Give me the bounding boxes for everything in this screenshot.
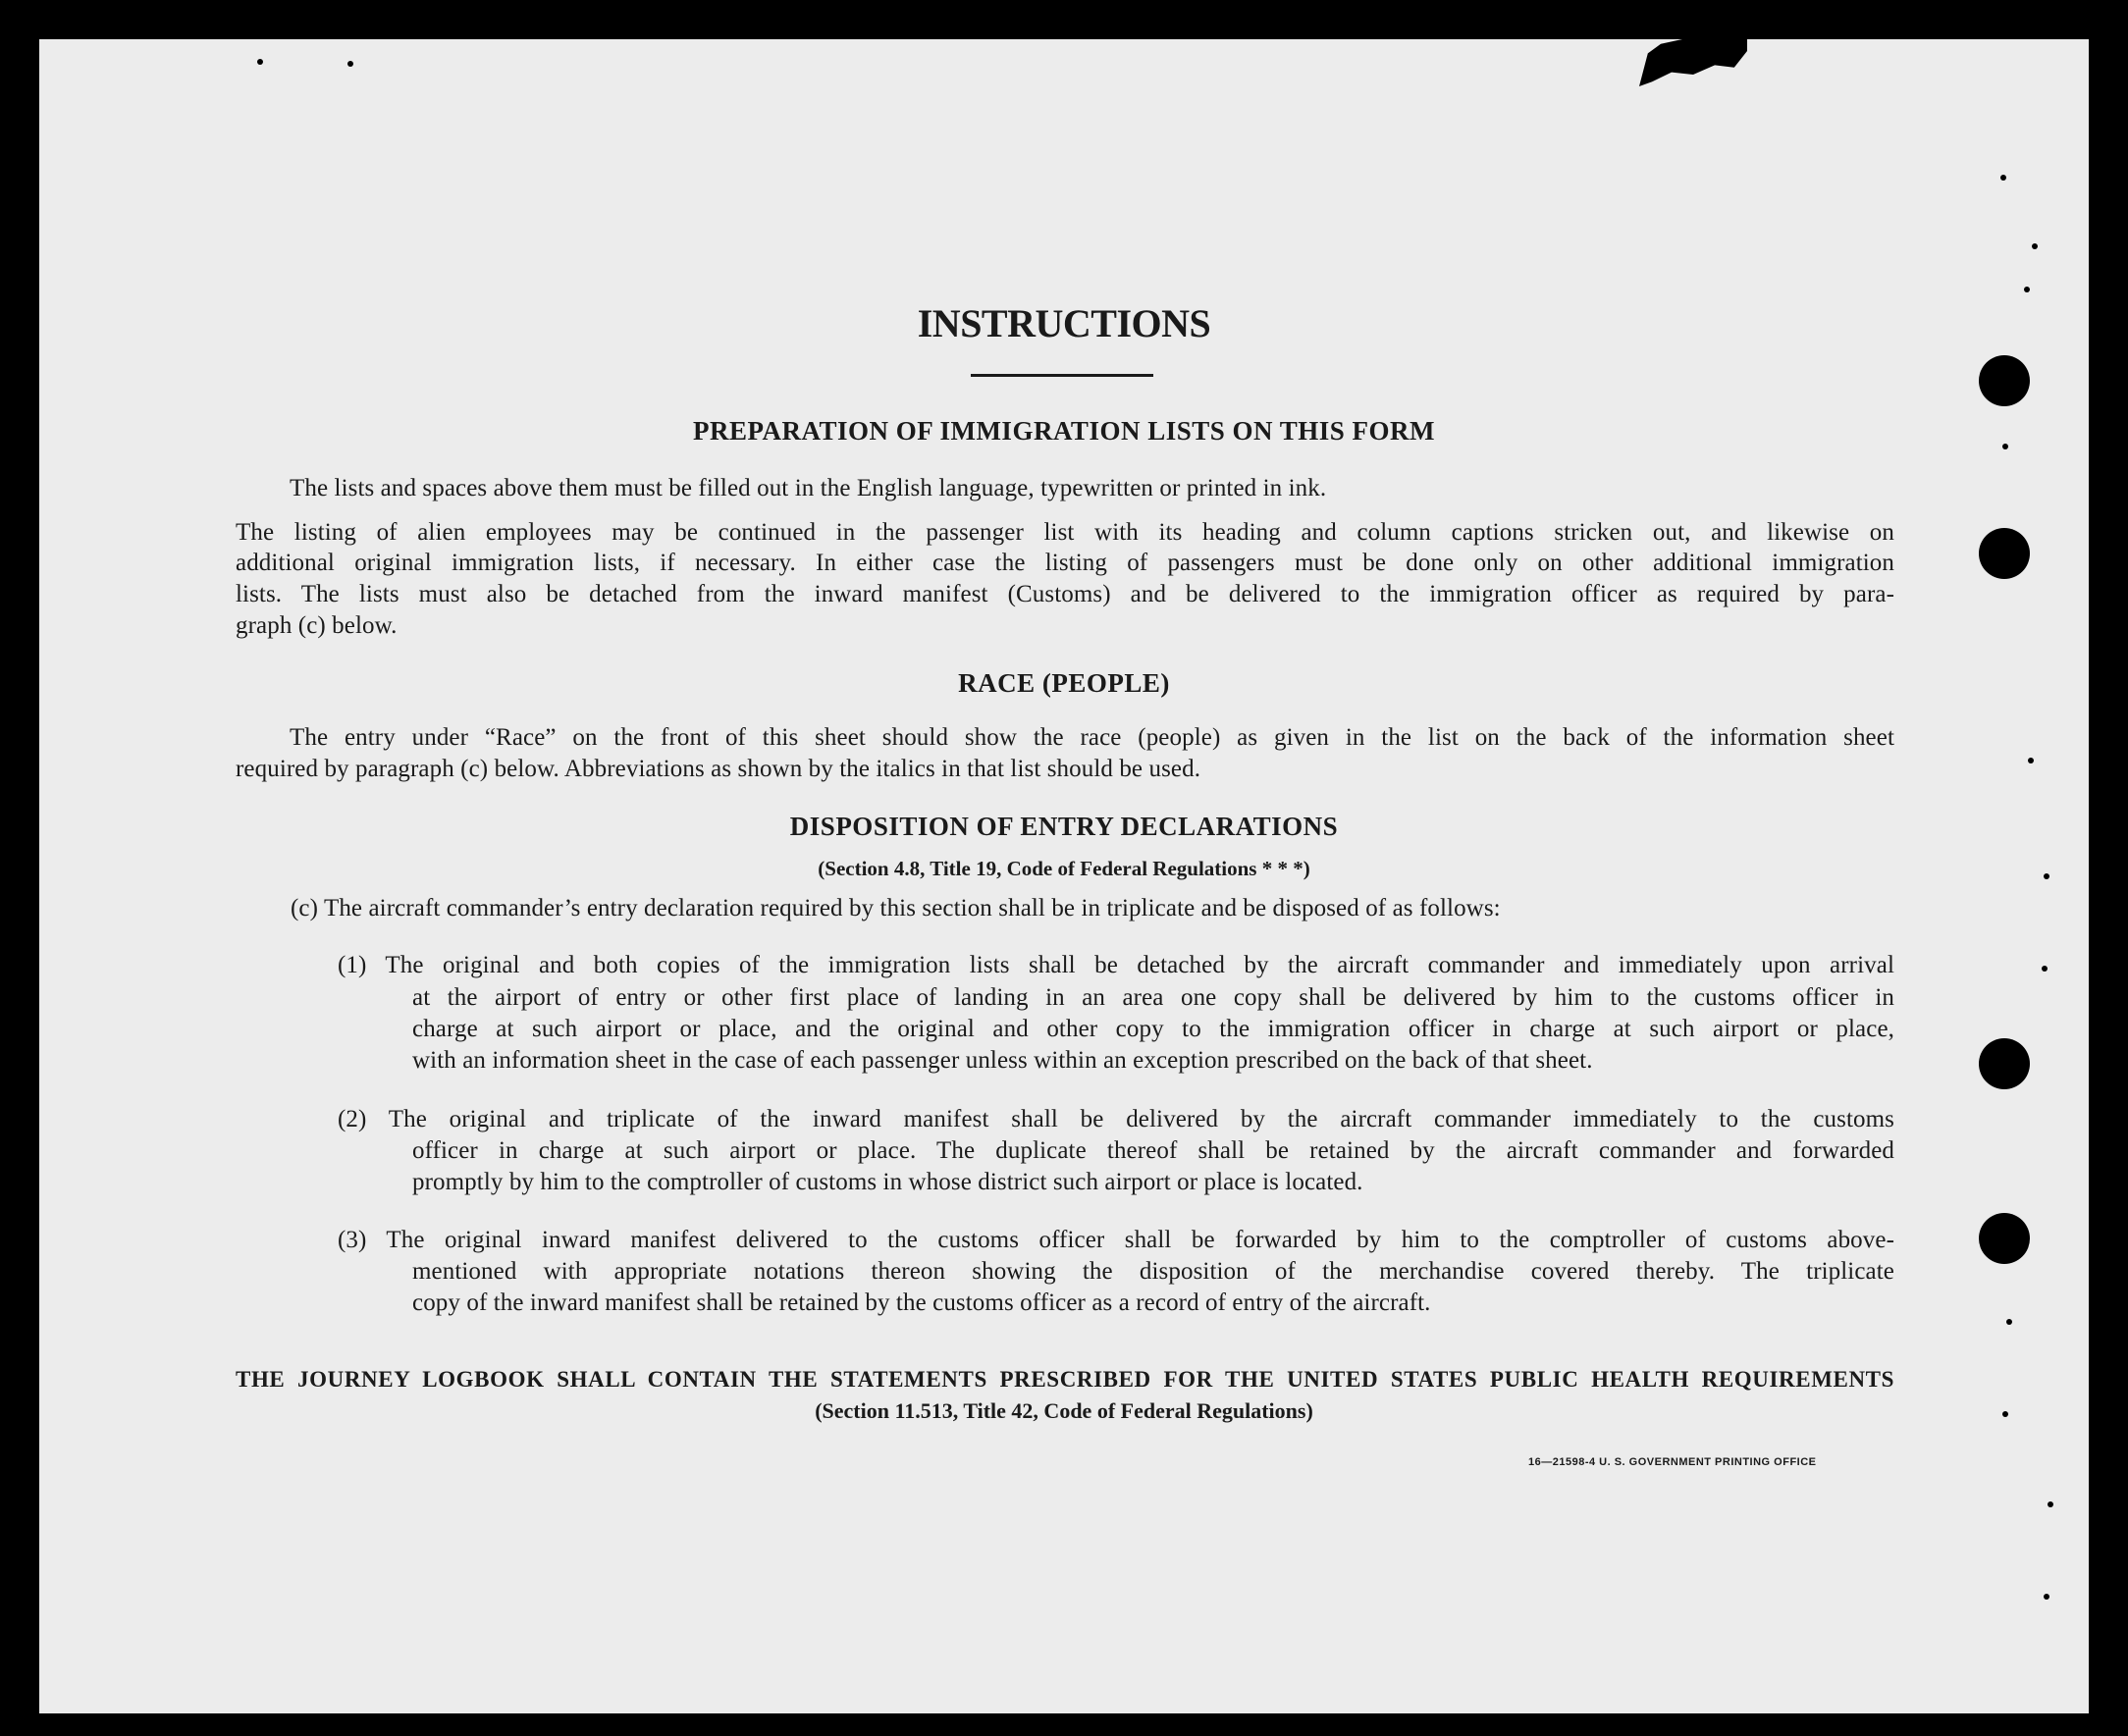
item2-line-2: officer in charge at such airport or place. The duplicate thereof shall be retained by the aircraft commander and forwarded — [412, 1137, 1894, 1164]
speck — [2028, 758, 2034, 763]
speck — [2042, 966, 2048, 972]
item3-line-3: copy of the inward manifest shall be retained by the customs officer as a record of entry of the aircraft. — [412, 1289, 1431, 1316]
item1-line-4: with an information sheet in the case of each passenger unless within an exception prescribed on the back of that sheet. — [412, 1047, 1593, 1074]
speck — [2048, 1501, 2053, 1507]
speck — [257, 59, 263, 65]
item3-line-2: mentioned with appropriate notations thereon showing the disposition of the merchandise covered thereby. The triplicate — [412, 1258, 1894, 1285]
item3-line-1: (3) The original inward manifest delivered to the customs officer shall be forwarded by him to the comptroller of customs above- — [338, 1227, 1894, 1253]
prep-line-5: graph (c) below. — [236, 612, 398, 639]
prep-line-2: The listing of alien employees may be continued in the passenger list with its heading and column captions stricken out, and likewise on — [236, 519, 1894, 546]
title-underline — [971, 374, 1153, 377]
speck — [2032, 243, 2038, 249]
punch-hole — [1979, 1038, 2030, 1089]
punch-hole — [1979, 528, 2030, 579]
torn-corner — [1639, 39, 1747, 86]
heading-preparation: PREPARATION OF IMMIGRATION LISTS ON THIS FORM — [692, 416, 1436, 446]
item1-line-2: at the airport of entry or other first place of landing in an area one copy shall be delivered by him to the customs officer in — [412, 984, 1894, 1011]
item1-line-3: charge at such airport or place, and the original and other copy to the immigration officer in charge at such airport or place, — [412, 1016, 1894, 1042]
race-line-1: The entry under “Race” on the front of this sheet should show the race (people) as given in the list on the back of the information sheet — [290, 724, 1894, 751]
page-title: INSTRUCTIONS — [917, 301, 1211, 345]
disposition-intro: (c) The aircraft commander’s entry declaration required by this section shall be in triplicate and be disposed of as follows: — [291, 895, 1501, 921]
item2-line-1: (2) The original and triplicate of the inward manifest shall be delivered by the aircraft commander immediately to the customs — [338, 1106, 1894, 1132]
heading-disposition: DISPOSITION OF ENTRY DECLARATIONS — [789, 812, 1339, 841]
print-line: 16—21598-4 U. S. GOVERNMENT PRINTING OFFICE — [1528, 1456, 1817, 1468]
speck — [2000, 175, 2006, 181]
race-line-2: required by paragraph (c) below. Abbreviations as shown by the italics in that list should be used. — [236, 756, 1201, 782]
speck — [2024, 287, 2030, 292]
disposition-citation: (Section 4.8, Title 19, Code of Federal Regulations * * *) — [818, 857, 1310, 880]
punch-hole — [1979, 355, 2030, 406]
speck — [2044, 1594, 2049, 1600]
footer-statement: THE JOURNEY LOGBOOK SHALL CONTAIN THE STATEMENTS PRESCRIBED FOR THE UNITED STATES PUBLIC HEALTH REQUIREMENTS — [236, 1367, 1894, 1392]
prep-line-1: The lists and spaces above them must be filled out in the English language, typewritten or printed in ink. — [290, 475, 1327, 501]
punch-hole — [1979, 1213, 2030, 1264]
prep-line-4: lists. The lists must also be detached from the inward manifest (Customs) and be delivered to the immigration officer as required by para- — [236, 581, 1894, 607]
speck — [2006, 1319, 2012, 1325]
item1-line-1: (1) The original and both copies of the immigration lists shall be detached by the aircraft commander and immediately upon arrival — [338, 952, 1894, 978]
footer-citation: (Section 11.513, Title 42, Code of Federal Regulations) — [815, 1398, 1313, 1423]
heading-race: RACE (PEOPLE) — [958, 668, 1170, 698]
speck — [347, 61, 353, 67]
item2-line-3: promptly by him to the comptroller of customs in whose district such airport or place is located. — [412, 1169, 1363, 1195]
prep-line-3: additional original immigration lists, if necessary. In either case the listing of passengers must be done only on other additional immigration — [236, 550, 1894, 576]
